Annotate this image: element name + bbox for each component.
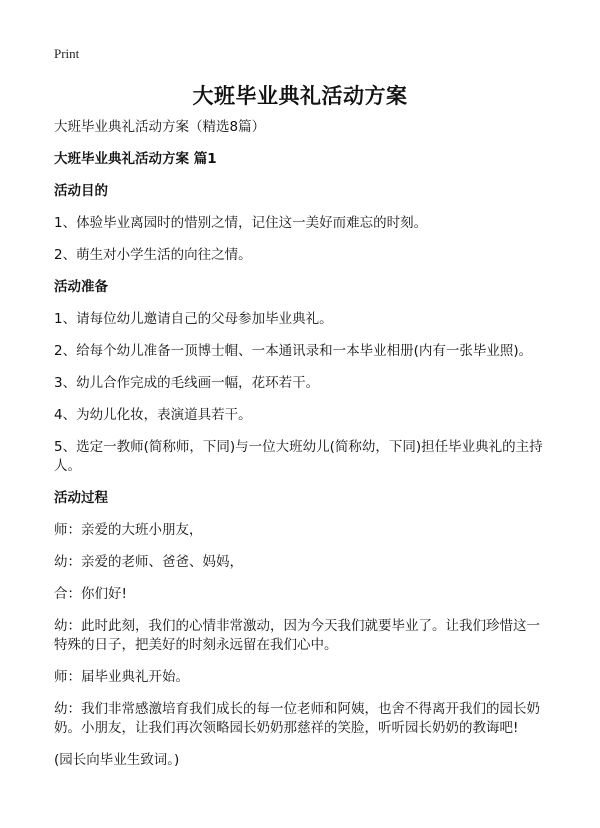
process-item: 师：亲爱的大班小朋友，	[54, 522, 203, 538]
prep-item: 2、给每个幼儿准备一顶博士帽、一本通讯录和一本毕业相册(内有一张毕业照)。	[54, 343, 533, 359]
goal-item: 2、萌生对小学生活的向往之情。	[54, 247, 252, 263]
document-subtitle: 大班毕业典礼活动方案（精选8篇）	[54, 119, 266, 135]
process-item: (园长向毕业生致词。)	[54, 752, 180, 768]
goals-heading: 活动目的	[54, 183, 108, 199]
process-item: 合：你们好!	[54, 586, 127, 602]
document-body	[54, 118, 550, 783]
goal-item: 1、体验毕业离园时的惜别之情，记住这一美好而难忘的时刻。	[54, 215, 428, 231]
process-item: 师：届毕业典礼开始。	[54, 669, 189, 685]
prep-item: 3、幼儿合作完成的毛线画一幅，花环若干。	[54, 375, 320, 391]
process-item: 幼：我们非常感激培育我们成长的每一位老师和阿姨，也舍不得离开我们的园长奶奶。小朋友，让我们再次领略园长奶奶那慈祥的笑脸，听听园长奶奶的教诲吧!	[54, 701, 540, 736]
process-item: 幼：亲爱的老师、爸爸、妈妈，	[54, 554, 243, 570]
prep-item: 5、选定一教师(简称师，下同)与一位大班幼儿(简称幼，下同)担任毕业典礼的主持人。	[54, 439, 543, 474]
section-title: 大班毕业典礼活动方案 篇1	[54, 151, 217, 167]
process-item: 幼：此时此刻，我们的心情非常激动，因为今天我们就要毕业了。让我们珍惜这一特殊的日子，把美好的时刻永远留在我们心中。	[54, 618, 540, 653]
process-heading: 活动过程	[54, 490, 108, 506]
prep-item: 1、请每位幼儿邀请自己的父母参加毕业典礼。	[54, 311, 333, 327]
print-link[interactable]: Print	[54, 46, 80, 61]
prep-item: 4、为幼儿化妆，表演道具若干。	[54, 407, 252, 423]
document-title: 大班毕业典礼活动方案	[192, 84, 408, 108]
prep-heading: 活动准备	[54, 279, 108, 295]
